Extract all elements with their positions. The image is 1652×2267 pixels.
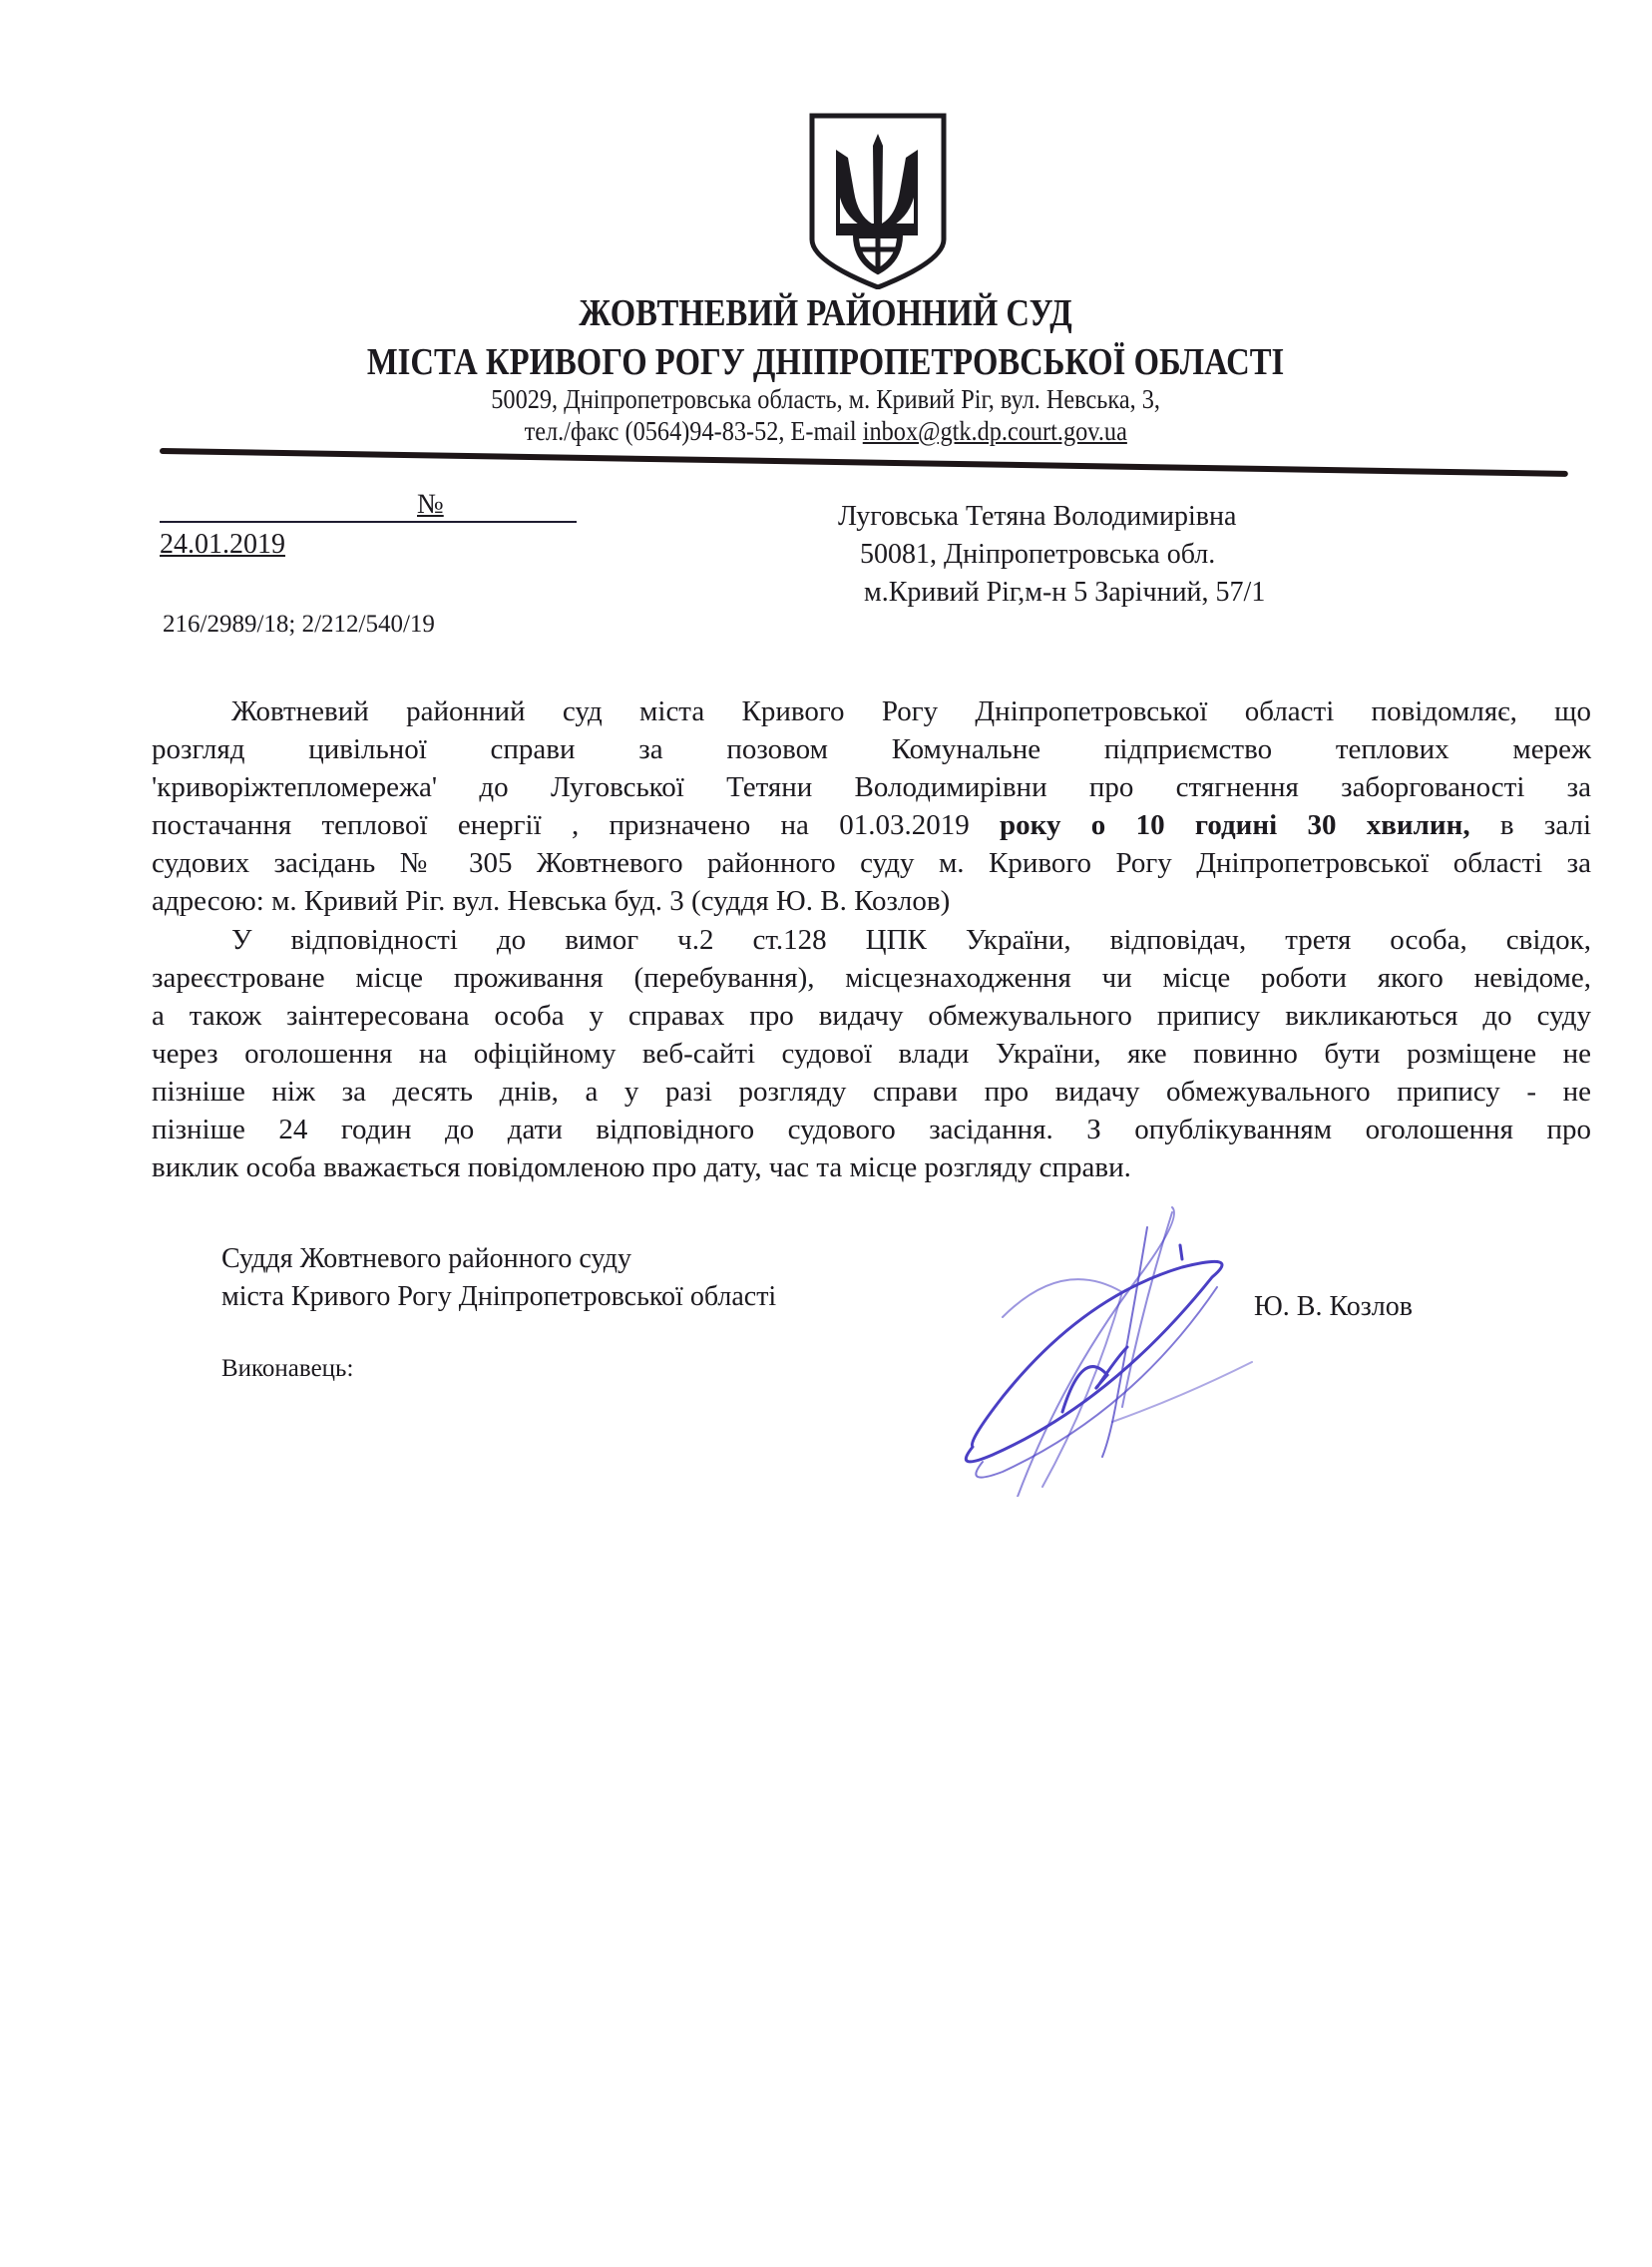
executor-label: Виконавець: bbox=[221, 1355, 354, 1382]
trident-coat-of-arms-icon bbox=[806, 112, 950, 289]
paragraph1-line3: 'криворіжтепломережа' до Луговської Тетяни Володимирівни про стягнення заборгованості за bbox=[152, 771, 1591, 803]
court-contacts bbox=[0, 415, 1652, 447]
paragraph2-line4: через оголошення на офіційному веб-сайті судової влади України, яке повинно бути розміщене не bbox=[152, 1038, 1591, 1070]
phone-fax: тел./факс (0564)94-83-52, E-mail bbox=[524, 416, 864, 446]
letterhead-divider bbox=[160, 448, 1568, 477]
handwritten-signature-icon bbox=[943, 1197, 1262, 1497]
paragraph2-line5: пізніше ніж за десять днів, а у разі розгляду справи про видачу обмежувального припису - не bbox=[152, 1076, 1591, 1108]
paragraph1-line4: постачання теплової енергії , призначено на 01.03.2019 року о 10 годині 30 хвилин, в залі bbox=[152, 809, 1591, 841]
outgoing-number-label: № bbox=[417, 489, 444, 520]
judge-name: Ю. В. Козлов bbox=[1254, 1291, 1413, 1322]
paragraph2-line2: зареєстроване місце проживання (перебування), місцезнаходження чи місце роботи якого невідоме, bbox=[152, 962, 1591, 994]
recipient-postal: 50081, Дніпропетровська обл. bbox=[860, 539, 1216, 570]
court-name-line1: ЖОВТНЕВИЙ РАЙОННИЙ СУД bbox=[579, 292, 1073, 334]
registration-line bbox=[160, 521, 577, 523]
letter-date: 24.01.2019 bbox=[160, 529, 285, 560]
paragraph2-line6: пізніше 24 годин до дати відповідного судового засідання. З опублікуванням оголошення про bbox=[152, 1114, 1591, 1145]
recipient-street: м.Кривий Ріг,м-н 5 Зарічний, 57/1 bbox=[864, 577, 1266, 608]
paragraph2-line1: У відповідності до вимог ч.2 ст.128 ЦПК України, відповідач, третя особа, свідок, bbox=[231, 924, 1591, 956]
paragraph1-line6: адресою: м. Кривий Ріг. вул. Невська буд. 3 (суддя Ю. В. Козлов) bbox=[152, 885, 951, 917]
court-name-line2: МІСТА КРИВОГО РОГУ ДНІПРОПЕТРОВСЬКОЇ ОБЛАСТІ bbox=[367, 341, 1285, 383]
court-address: 50029, Дніпропетровська область, м. Кривий Ріг, вул. Невська, 3, bbox=[491, 384, 1161, 414]
paragraph1-line1: Жовтневий районний суд міста Кривого Рогу Дніпропетровської області повідомляє, що bbox=[231, 695, 1591, 727]
email-link[interactable]: inbox@gtk.dp.court.gov.ua bbox=[863, 416, 1128, 446]
case-numbers: 216/2989/18; 2/212/540/19 bbox=[163, 611, 435, 638]
judge-position-line1: Суддя Жовтневого районного суду bbox=[221, 1243, 631, 1274]
paragraph1-line5: судових засідань № 305 Жовтневого районного суду м. Кривого Рогу Дніпропетровської області за bbox=[152, 847, 1591, 879]
hearing-time: року о 10 годині 30 хвилин, bbox=[1000, 809, 1470, 841]
recipient-name: Луговська Тетяна Володимирівна bbox=[838, 501, 1237, 532]
judge-position-line2: міста Кривого Рогу Дніпропетровської області bbox=[221, 1281, 777, 1312]
paragraph1-line2: розгляд цивільної справи за позовом Комунальне підприємство теплових мереж bbox=[152, 733, 1591, 765]
paragraph2-line3: а також заінтересована особа у справах про видачу обмежувального припису викликаються до суду bbox=[152, 1000, 1591, 1032]
paragraph2-line7: виклик особа вважається повідомленою про дату, час та місце розгляду справи. bbox=[152, 1151, 1131, 1183]
